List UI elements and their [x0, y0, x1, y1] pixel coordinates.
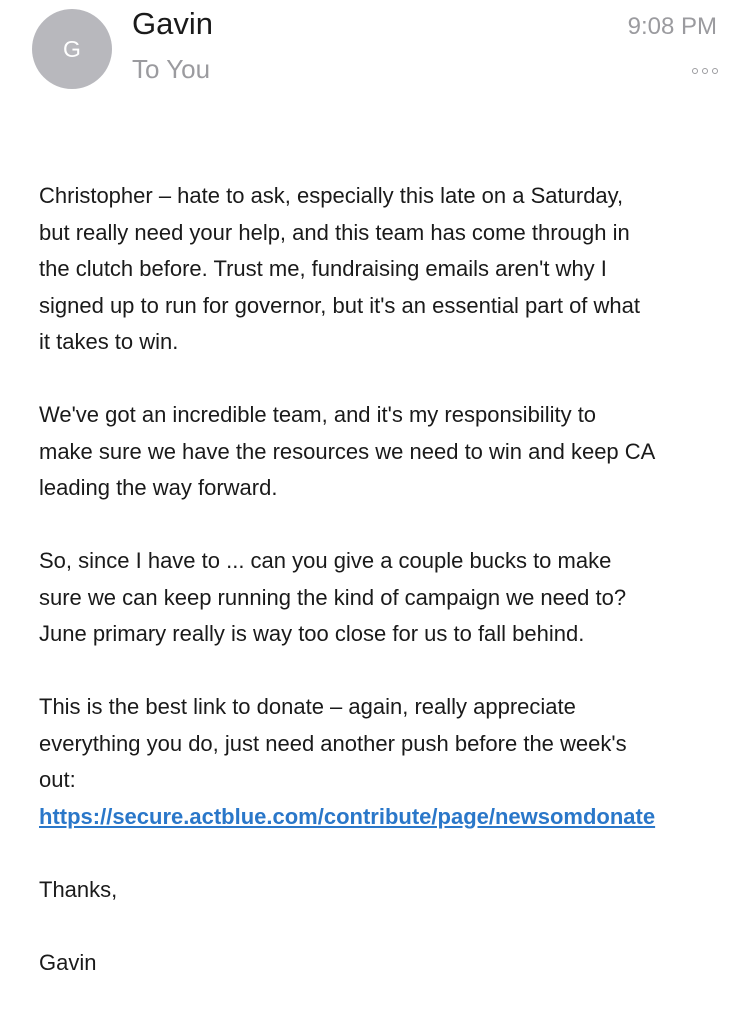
body-line: So, since I have to ... can you give a couple bucks to make [39, 548, 612, 573]
body-line: Christopher – hate to ask, especially this late on a Saturday, [39, 183, 624, 208]
donate-link-line [39, 799, 739, 836]
body-line: make sure we have the resources we need to win and keep CA [39, 438, 656, 464]
email-body [39, 178, 739, 1018]
body-line: leading the way forward. [39, 475, 278, 500]
more-options-icon[interactable] [692, 66, 718, 76]
body-line: the clutch before. Trust me, fundraising emails aren't why I [39, 256, 607, 281]
body-line: signed up to run for governor, but it's an essential part of what [39, 292, 641, 318]
dot-icon [692, 68, 698, 74]
body-line: everything you do, just need another push before the week's [39, 730, 627, 756]
recipient-label[interactable]: To You [132, 54, 211, 84]
timestamp: 9:08 PM [627, 13, 717, 40]
donate-link[interactable]: https://secure.actblue.com/contribute/page/newsomdonate [39, 803, 656, 829]
paragraph-2 [39, 397, 739, 507]
dot-icon [712, 68, 718, 74]
closing [39, 872, 739, 909]
email-header [0, 0, 749, 110]
signature-text: Gavin [39, 949, 97, 975]
closing-text: Thanks, [39, 876, 118, 902]
body-line: but really need your help, and this team has come through in [39, 219, 630, 245]
body-line: it takes to win. [39, 329, 179, 354]
body-line: This is the best link to donate – again, really appreciate [39, 694, 576, 719]
paragraph-4 [39, 689, 739, 835]
body-line: June primary really is way too close for us to fall behind. [39, 621, 585, 646]
body-line: sure we can keep running the kind of campaign we need to? [39, 584, 627, 610]
paragraph-3 [39, 543, 739, 653]
body-line: out: [39, 767, 76, 792]
sender-name[interactable]: Gavin [132, 6, 213, 41]
body-line: We've got an incredible team, and it's my responsibility to [39, 402, 597, 427]
dot-icon [702, 68, 708, 74]
sender-avatar[interactable]: G [32, 9, 112, 89]
paragraph-1 [39, 178, 739, 361]
signature [39, 945, 739, 982]
